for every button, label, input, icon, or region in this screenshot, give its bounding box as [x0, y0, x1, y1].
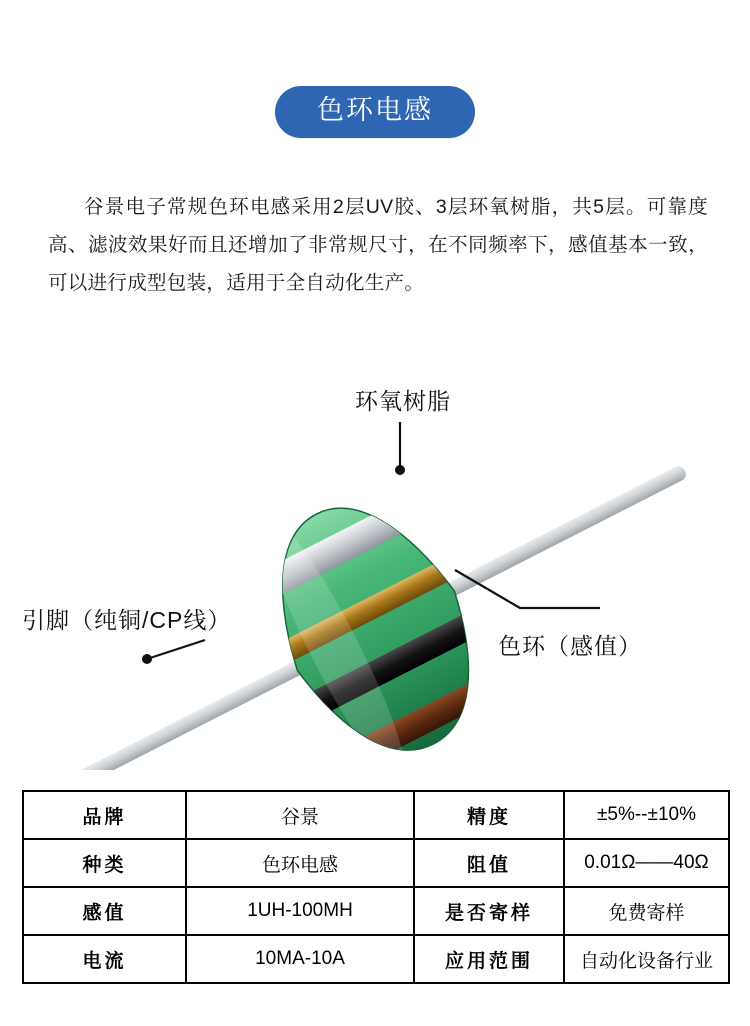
spec-value: 1UH-100MH — [186, 887, 414, 935]
spec-value: 自动化设备行业 — [564, 935, 729, 983]
inductor-body — [222, 452, 527, 770]
spec-value: 色环电感 — [186, 839, 414, 887]
spec-key: 是否寄样 — [414, 887, 564, 935]
spec-key: 品牌 — [23, 791, 186, 839]
spec-value: 0.01Ω——40Ω — [564, 839, 729, 887]
label-color-ring: 色环（感值） — [498, 633, 642, 659]
spec-value: ±5%--±10% — [564, 791, 729, 839]
spec-key: 电流 — [23, 935, 186, 983]
spec-value: 谷景 — [186, 791, 414, 839]
spec-table — [22, 790, 730, 984]
table-row — [23, 887, 729, 935]
label-lead-wire: 引脚（纯铜/CP线） — [22, 607, 232, 633]
label-epoxy-resin: 环氧树脂 — [355, 388, 451, 414]
table-row — [23, 935, 729, 983]
spec-value: 免费寄样 — [564, 887, 729, 935]
product-illustration — [0, 340, 750, 770]
spec-key: 应用范围 — [414, 935, 564, 983]
spec-key: 精度 — [414, 791, 564, 839]
spec-key: 种类 — [23, 839, 186, 887]
spec-table-body — [23, 791, 729, 983]
page-title: 色环电感 — [275, 86, 475, 138]
table-row — [23, 791, 729, 839]
spec-key: 感值 — [23, 887, 186, 935]
table-row — [23, 839, 729, 887]
spec-key: 阻值 — [414, 839, 564, 887]
page-title-container — [0, 86, 750, 138]
product-description: 谷景电子常规色环电感采用2层UV胶、3层环氧树脂，共5层。可靠度高、滤波效果好而且还增加了非常规尺寸，在不同频率下，感值基本一致，可以进行成型包装，适用于全自动化生产。 — [48, 196, 708, 294]
spec-value: 10MA-10A — [186, 935, 414, 983]
